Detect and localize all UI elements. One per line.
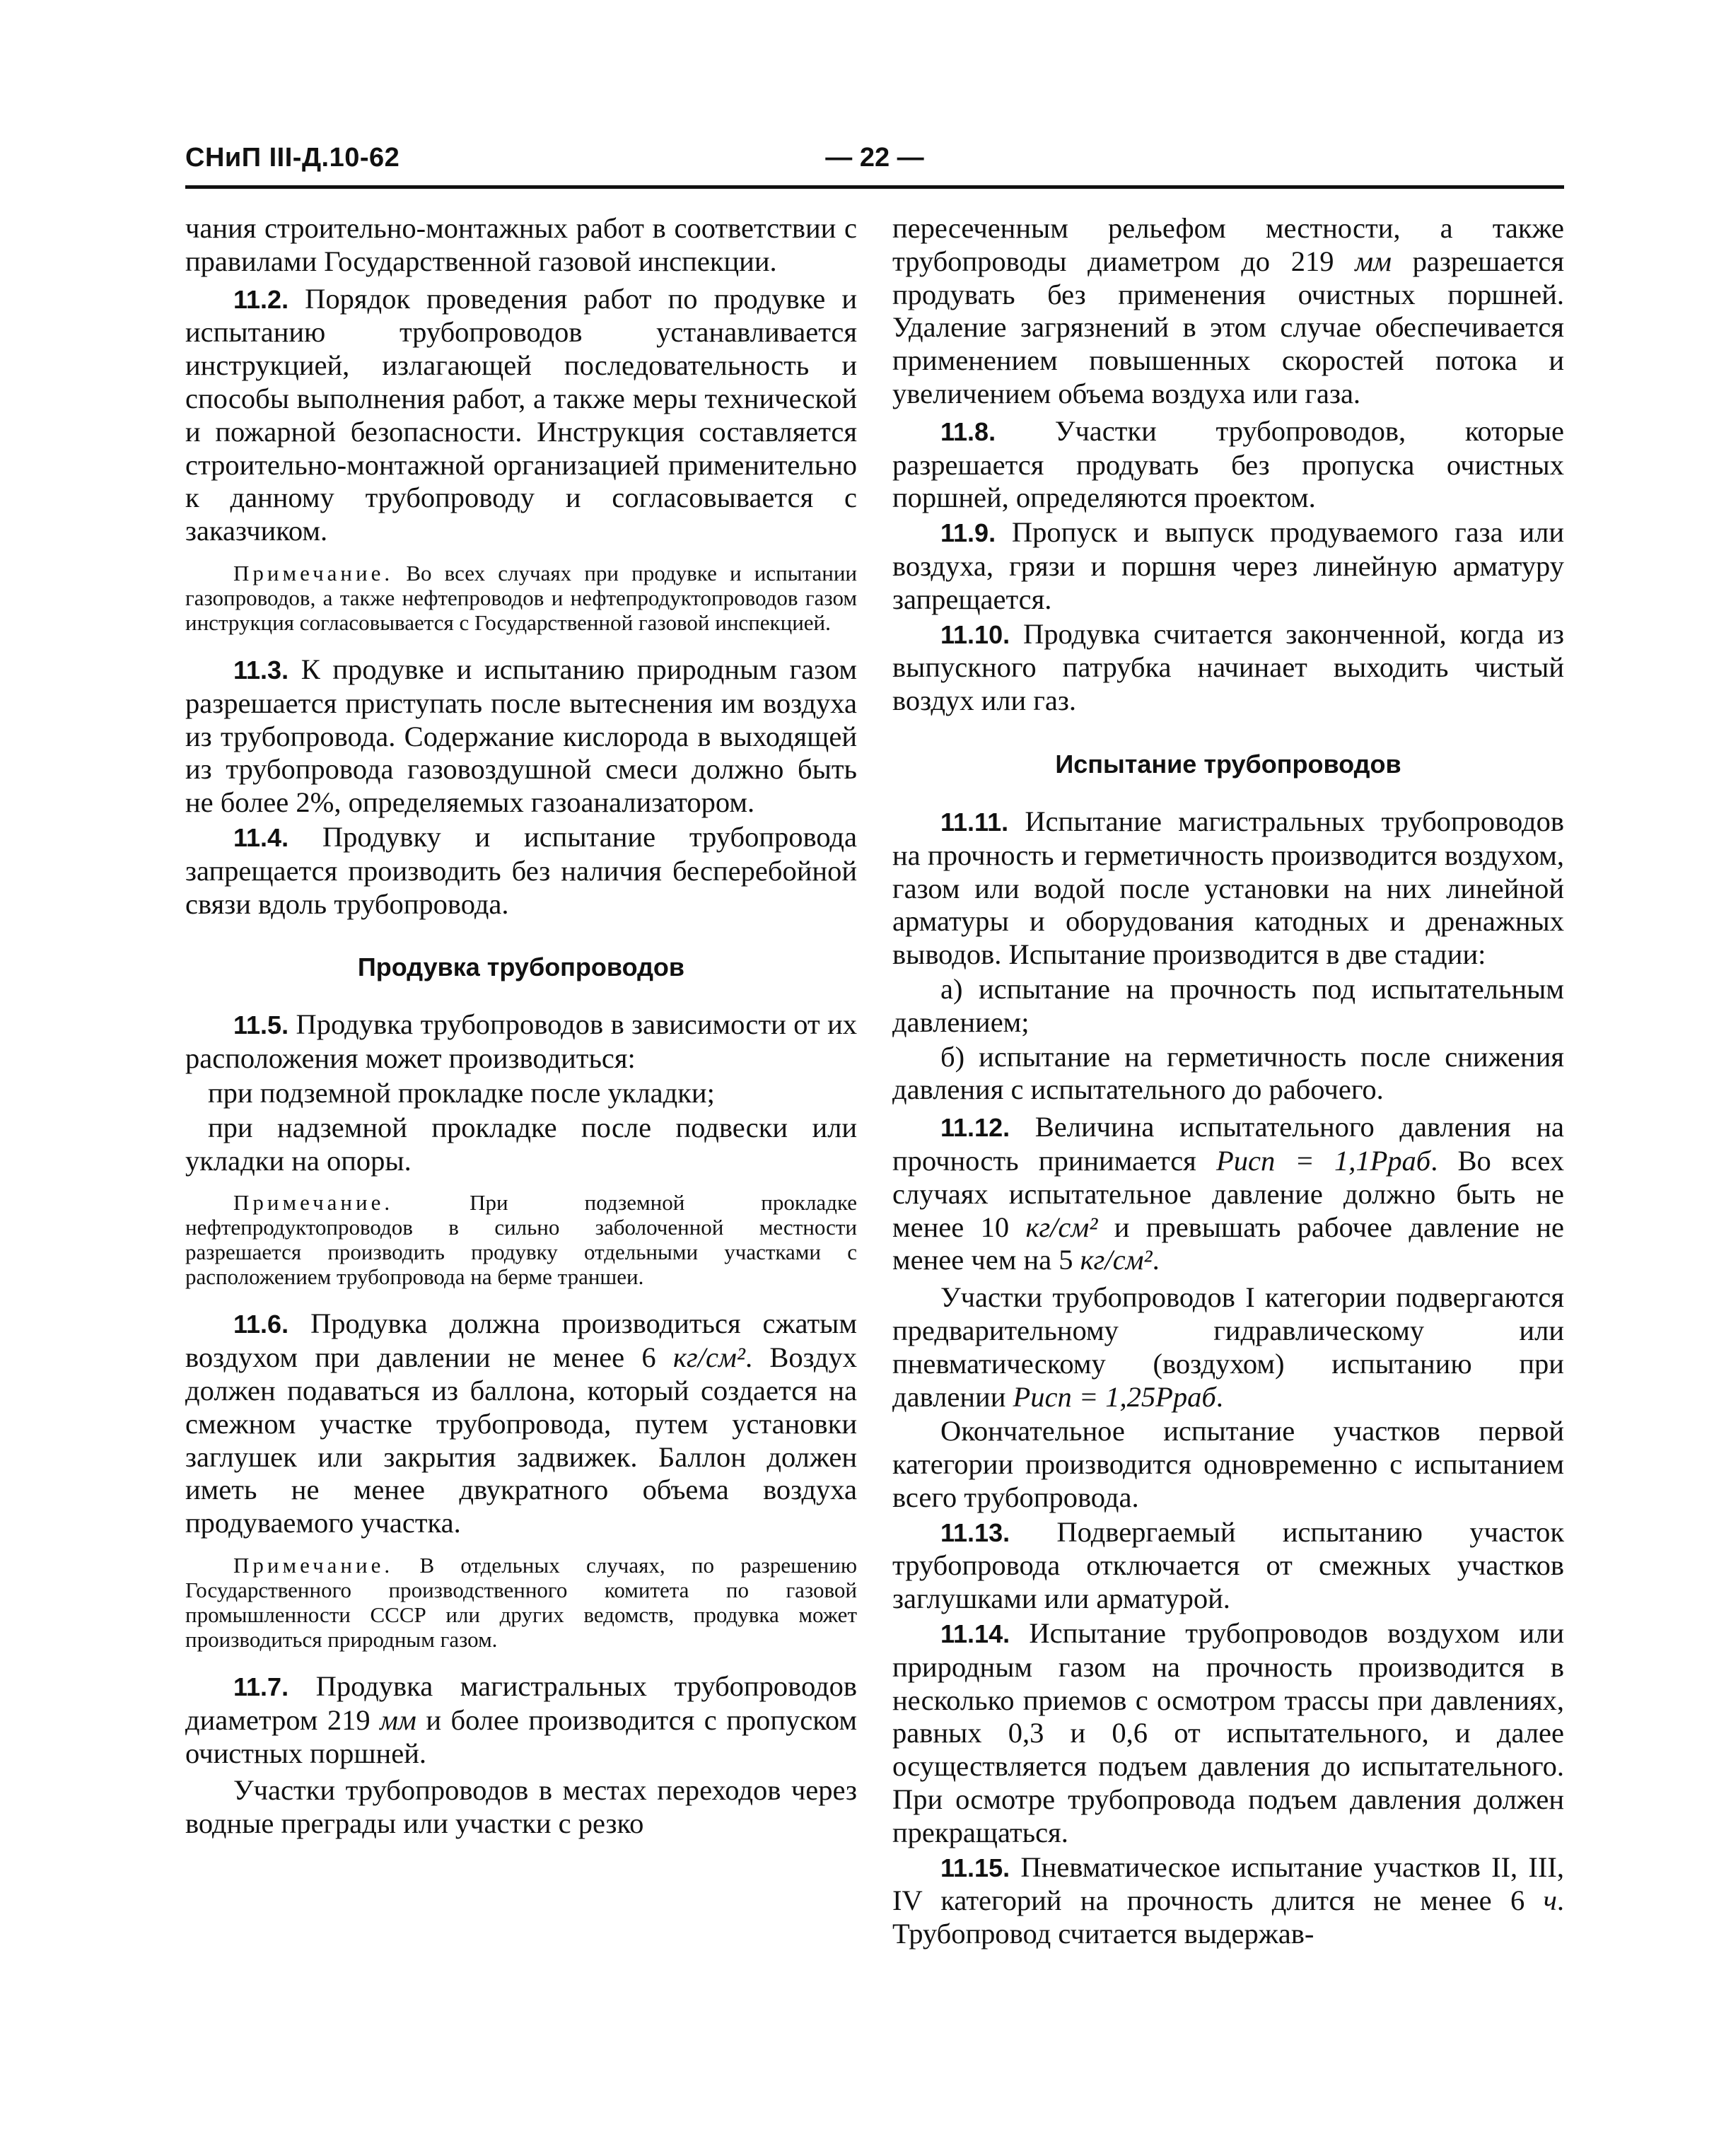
note-label: Примечание. [233,560,394,585]
note-text: В отдельных случаях, по разрешению Государственного производственного комитета по газовой промышленности СССР или других ведомств, продувка может производиться природным газом. [185,1552,858,1652]
unit-mm: мм [380,1703,416,1736]
clause-11-9 [892,516,1564,616]
clause-11-10 [892,618,1564,718]
clause-text: Порядок проведения работ по продувке и испытанию трубопроводов устанавливается инструкцией, излагающей последовательность и способы выполнения работ, а также меры технической и пожарной безопасности. Инструкция составляется строительно-монтажной организацией применительно к данному трубопроводу и согласовывается с заказчиком. [185,282,857,547]
clause-number: 11.12. [940,1113,1010,1143]
clause-text: Продувка магистральных трубопроводов диаметром 219 [185,1670,858,1736]
clause-11-5 [185,1008,857,1076]
unit-kg-cm2: кг/см² [1080,1244,1153,1276]
section-heading-test: Испытание трубопроводов [1055,749,1401,779]
note-2 [185,1190,857,1289]
note-label: Примечание. [233,1190,394,1216]
paragraph-final-test: Окончательное испытание участков первой категории производится одновременно с испытанием всего трубопровода. [892,1415,1564,1513]
paragraph-text-cont: разрешается продувать без применения очистных поршней. Удаление загрязнений в этом случае обеспечивается применением повышенных скоростей потока и увеличением объема воздуха или газа. [892,245,1565,409]
clause-number: 11.7. [233,1672,289,1701]
paragraph-text: Участки трубопроводов I категории подвергаются предварительному гидравлическому или пневматическому (воздухом) испытанию при давлении [892,1281,1564,1413]
clause-11-13 [892,1516,1564,1616]
clause-11-14 [892,1617,1564,1850]
header-rule [185,185,1564,189]
clause-11-6 [185,1307,857,1540]
clause-text-cont: . Воздух должен подаваться из баллона, который создается на смежном участке трубопровода, путем установки заглушек или закрытия задвижек. Баллон должен иметь не менее двукратного объема воздуха продуваемого участка. [185,1341,858,1539]
clause-text: Продувка считается законченной, когда из выпускного патрубка начинает выходить чистый воздух или газ. [892,617,1565,717]
clause-text: Величина испытательного давления на прочность принимается [892,1111,1564,1177]
clause-text-cont: и превышать рабочее давление не менее чем на 5 [892,1211,1565,1276]
clause-number: 11.6. [233,1310,289,1339]
clause-11-5-item-a: при подземной прокладке после укладки; [208,1076,715,1109]
clause-text: Участки трубопроводов, которые разрешается продувать без пропуска очистных поршней, определяются проектом. [892,414,1565,514]
clause-number: 11.2. [233,284,289,314]
right-column [892,212,1564,1955]
clause-11-15 [892,1851,1564,1951]
clause-11-11-item-a: а) испытание на прочность под испытательным давлением; [892,972,1564,1038]
paragraph-category-1 [892,1281,1564,1414]
clause-11-3 [185,653,857,820]
paragraph-continuation [892,212,1564,411]
clause-text: Пропуск и выпуск продуваемого газа или воздуха, грязи и поршня через линейную арматуру запрещается. [892,516,1564,615]
unit-mm: мм [1355,245,1392,277]
clause-text: К продувке и испытанию природным газом разрешается приступать после вытеснения им воздуха из трубопровода. Содержание кислорода в выходящей из трубопровода газовоздушной смеси должно быть не более 2%, определяемых газоанализатором. [185,653,858,819]
paragraph-sections: Участки трубопроводов в местах переходов через водные преграды или участки с резко [185,1774,857,1840]
section-heading-purge: Продувка трубопроводов [357,952,685,982]
formula-test-pressure: Pисп = 1,25Pраб [1013,1380,1216,1413]
unit-kg-cm2: кг/см² [1025,1211,1098,1243]
clause-11-5-item-b: при надземной прокладке после подвески или укладки на опоры. [185,1111,857,1177]
clause-text: Продувка должна производиться сжатым воздухом при давлении не менее 6 [185,1307,857,1374]
unit-hours: ч [1543,1884,1557,1917]
left-column [185,212,857,1845]
clause-text: Пневматическое испытание участков II, III, IV категорий на прочность длится не менее 6 [892,1851,1565,1917]
clause-text: Продувку и испытание трубопровода запрещается производить без наличия бесперебойной связи вдоль трубопровода. [185,820,857,920]
document-code: СНиП III-Д.10-62 [185,143,400,173]
page-header [185,143,1564,182]
clause-number: 11.14. [940,1619,1010,1649]
note-3 [185,1553,857,1652]
clause-number: 11.9. [940,518,996,548]
clause-text: Испытание трубопроводов воздухом или природным газом на прочность производится в несколько приемов с осмотром трассы при давлениях, равных 0,3 и 0,6 от испытательного, и далее осуществляется подъем давления до испытательного. При осмотре трубопровода подъем давления должен прекращаться. [892,1617,1564,1848]
clause-text-end: . [1152,1244,1160,1276]
note-1 [185,561,857,635]
note-label: Примечание. [233,1552,394,1578]
clause-11-8 [892,415,1564,515]
note-text: При подземной прокладке нефтепродуктопроводов в сильно заболоченной местности разрешается производить продувку отдельными участками с расположением трубопровода на берме траншеи. [185,1190,857,1290]
clause-text: Испытание магистральных трубопроводов на прочность и герметичность производится воздухом, газом или водой после установки на них линейной арматуры и оборудования катодных и дренажных выводов. Испытание производится в две стадии: [892,805,1565,971]
clause-11-11-item-b: б) испытание на герметичность после снижения давления с испытательного до рабочего. [892,1040,1564,1106]
clause-number: 11.3. [233,655,289,684]
clause-number: 11.5. [233,1010,289,1040]
paragraph-continuation: чания строительно-монтажных работ в соответствии с правилами Государственной газовой инспекции. [185,212,857,277]
clause-11-7 [185,1670,857,1770]
paragraph-text: пересеченным рельефом местности, а также трубопроводы диаметром до 219 [892,212,1564,277]
clause-number: 11.8. [940,416,996,446]
clause-number: 11.13. [940,1517,1010,1547]
clause-text-cont: . Трубопровод считается выдержав- [892,1884,1565,1950]
clause-11-4 [185,821,857,921]
clause-number: 11.11. [940,807,1009,837]
unit-kg-cm2: кг/см² [672,1341,745,1374]
page-number: — 22 — [825,143,924,173]
paragraph-text-end: . [1215,1380,1223,1413]
note-text: Во всех случаях при продувке и испытании газопроводов, а также нефтепроводов и нефтепродуктопроводов газом инструкция согласовывается с Государственной газовой инспекцией. [185,560,858,635]
clause-text-cont: . Во всех случаях испытательное давление должно быть не менее 10 [892,1144,1565,1243]
clause-11-2 [185,283,857,548]
clause-number: 11.15. [940,1853,1010,1882]
formula-test-pressure: Pисп = 1,1Pраб [1216,1144,1431,1177]
clause-11-11 [892,805,1564,972]
clause-text: Продувка трубопроводов в зависимости от их расположения может производиться: [185,1008,857,1075]
clause-number: 11.10. [940,619,1010,649]
clause-11-12 [892,1111,1564,1277]
clause-number: 11.4. [233,822,289,852]
clause-text-cont: и более производится с пропуском очистных поршней. [185,1703,858,1769]
clause-text: Подвергаемый испытанию участок трубопровода отключается от смежных участков заглушками или арматурой. [892,1515,1564,1615]
